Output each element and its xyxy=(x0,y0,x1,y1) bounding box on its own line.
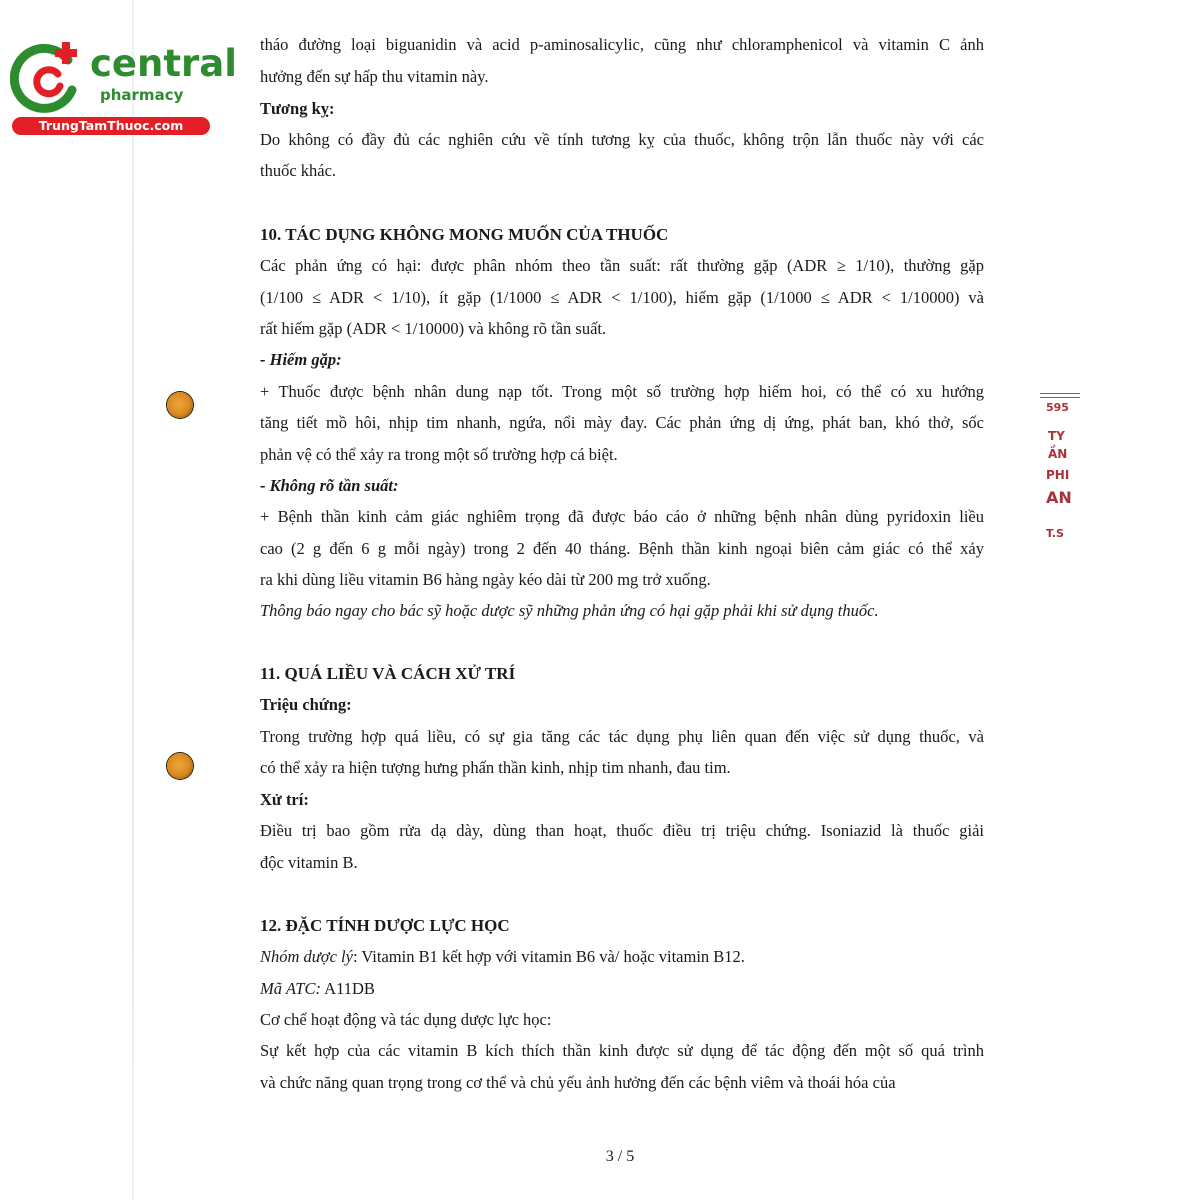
stamp-text: AN xyxy=(1046,488,1072,507)
paragraph-line: cao (2 g đến 6 g mỗi ngày) trong 2 đến 40 tháng. Bệnh thần kinh ngoại biên cảm giác có thể xảy xyxy=(260,539,984,558)
symptoms-heading: Triệu chứng: xyxy=(260,695,352,714)
paragraph-line: Sự kết hợp của các vitamin B kích thích thần kinh được sử dụng để tác động đến một số quá trình xyxy=(260,1041,984,1060)
atc-code xyxy=(260,977,375,1001)
paragraph-line: Điều trị bao gồm rửa dạ dày, dùng than hoạt, thuốc điều trị triệu chứng. Isoniazid là thuốc giải xyxy=(260,821,984,840)
unknown-frequency-heading: - Không rõ tần suất: xyxy=(260,476,399,495)
pharmacy-cross-logo-icon xyxy=(10,38,90,118)
page-number: 3 / 5 xyxy=(605,1148,635,1165)
paragraph-line: ra khi dùng liều vitamin B6 hàng ngày kéo dài từ 200 mg trở xuống. xyxy=(260,570,711,589)
paragraph-line: Trong trường hợp quá liều, có sự gia tăng các tác dụng phụ liên quan đến việc sử dụng thuốc, và xyxy=(260,727,984,746)
punch-hole xyxy=(167,392,193,418)
paragraph-line: thuốc khác. xyxy=(260,161,337,180)
stamp-text: PHI xyxy=(1046,468,1070,482)
paragraph-line: phản vệ có thể xảy ra trong một số trường hợp cá biệt. xyxy=(260,445,618,464)
pharmacologic-group xyxy=(260,945,745,969)
section-12-title: 12. ĐẶC TÍNH DƯỢC LỰC HỌC xyxy=(260,916,510,935)
stamp-text: T.S xyxy=(1046,527,1064,540)
punch-hole xyxy=(167,753,193,779)
group-value: : Vitamin B1 kết hợp với vitamin B6 và/ hoặc vitamin B12. xyxy=(352,947,745,966)
stamp-text: TY xyxy=(1048,429,1065,443)
logo-brand: central xyxy=(90,42,237,85)
paragraph-line: độc vitamin B. xyxy=(260,853,358,872)
stamp-text: ẦN xyxy=(1048,447,1068,461)
red-stamp-fragment xyxy=(1040,385,1080,555)
paragraph-line: Các phản ứng có hại: được phân nhóm theo tần suất: rất thường gặp (ADR ≥ 1/10), thường gặp xyxy=(260,256,984,275)
stamp-line xyxy=(1040,397,1080,398)
stamp-line xyxy=(1040,393,1080,394)
logo-url-badge[interactable]: TrungTamThuoc.com xyxy=(12,117,210,135)
paragraph-line: tăng tiết mồ hôi, nhịp tim nhanh, ngứa, nổi mày đay. Các phản ứng dị ứng, phát ban, khó thở, sốc xyxy=(260,413,984,432)
stamp-text: 595 xyxy=(1046,401,1069,414)
section-10-title: 10. TÁC DỤNG KHÔNG MONG MUỐN CỦA THUỐC xyxy=(260,225,669,244)
adverse-reaction-notice: Thông báo ngay cho bác sỹ hoặc dược sỹ những phản ứng có hại gặp phải khi sử dụng thuốc. xyxy=(260,601,879,620)
rare-heading: - Hiếm gặp: xyxy=(260,350,342,369)
central-pharmacy-logo[interactable] xyxy=(10,38,237,138)
paragraph-line: rất hiếm gặp (ADR < 1/10000) và không rõ tần suất. xyxy=(260,319,607,338)
atc-value: A11DB xyxy=(320,979,375,998)
paragraph-line: tháo đường loại biguanidin và acid p-aminosalicylic, cũng như chloramphenicol và vitamin C ảnh xyxy=(260,35,984,54)
paragraph-line: + Thuốc được bệnh nhân dung nạp tốt. Trong một số trường hợp hiếm hoi, có thể có xu hướng xyxy=(260,382,984,401)
scan-edge xyxy=(132,0,134,1200)
paragraph-line: hưởng đến sự hấp thu vitamin này. xyxy=(260,67,489,86)
paragraph-line: (1/100 ≤ ADR < 1/10), ít gặp (1/1000 ≤ ADR < 1/100), hiếm gặp (1/1000 ≤ ADR < 1/10000) và xyxy=(260,288,984,307)
atc-label: Mã ATC: xyxy=(260,979,321,998)
compatibility-heading: Tương kỵ: xyxy=(260,99,335,118)
paragraph-line: và chức năng quan trọng trong cơ thể và chủ yếu ảnh hưởng đến các bệnh viêm và thoái hóa của xyxy=(260,1073,896,1092)
logo-subtitle: pharmacy xyxy=(100,86,184,104)
paragraph-line: có thể xảy ra hiện tượng hưng phấn thần kinh, nhịp tim nhanh, đau tim. xyxy=(260,758,731,777)
group-label: Nhóm dược lý xyxy=(260,947,353,966)
paragraph-line: + Bệnh thần kinh cảm giác nghiêm trọng đã được báo cáo ở những bệnh nhân dùng pyridoxin liều xyxy=(260,507,984,526)
treatment-heading: Xử trí: xyxy=(260,790,309,809)
mechanism-heading: Cơ chế hoạt động và tác dụng dược lực học: xyxy=(260,1010,552,1029)
paragraph-line: Do không có đầy đủ các nghiên cứu về tính tương kỵ của thuốc, không trộn lẫn thuốc này với các xyxy=(260,130,984,149)
section-11-title: 11. QUÁ LIỀU VÀ CÁCH XỬ TRÍ xyxy=(260,664,516,683)
